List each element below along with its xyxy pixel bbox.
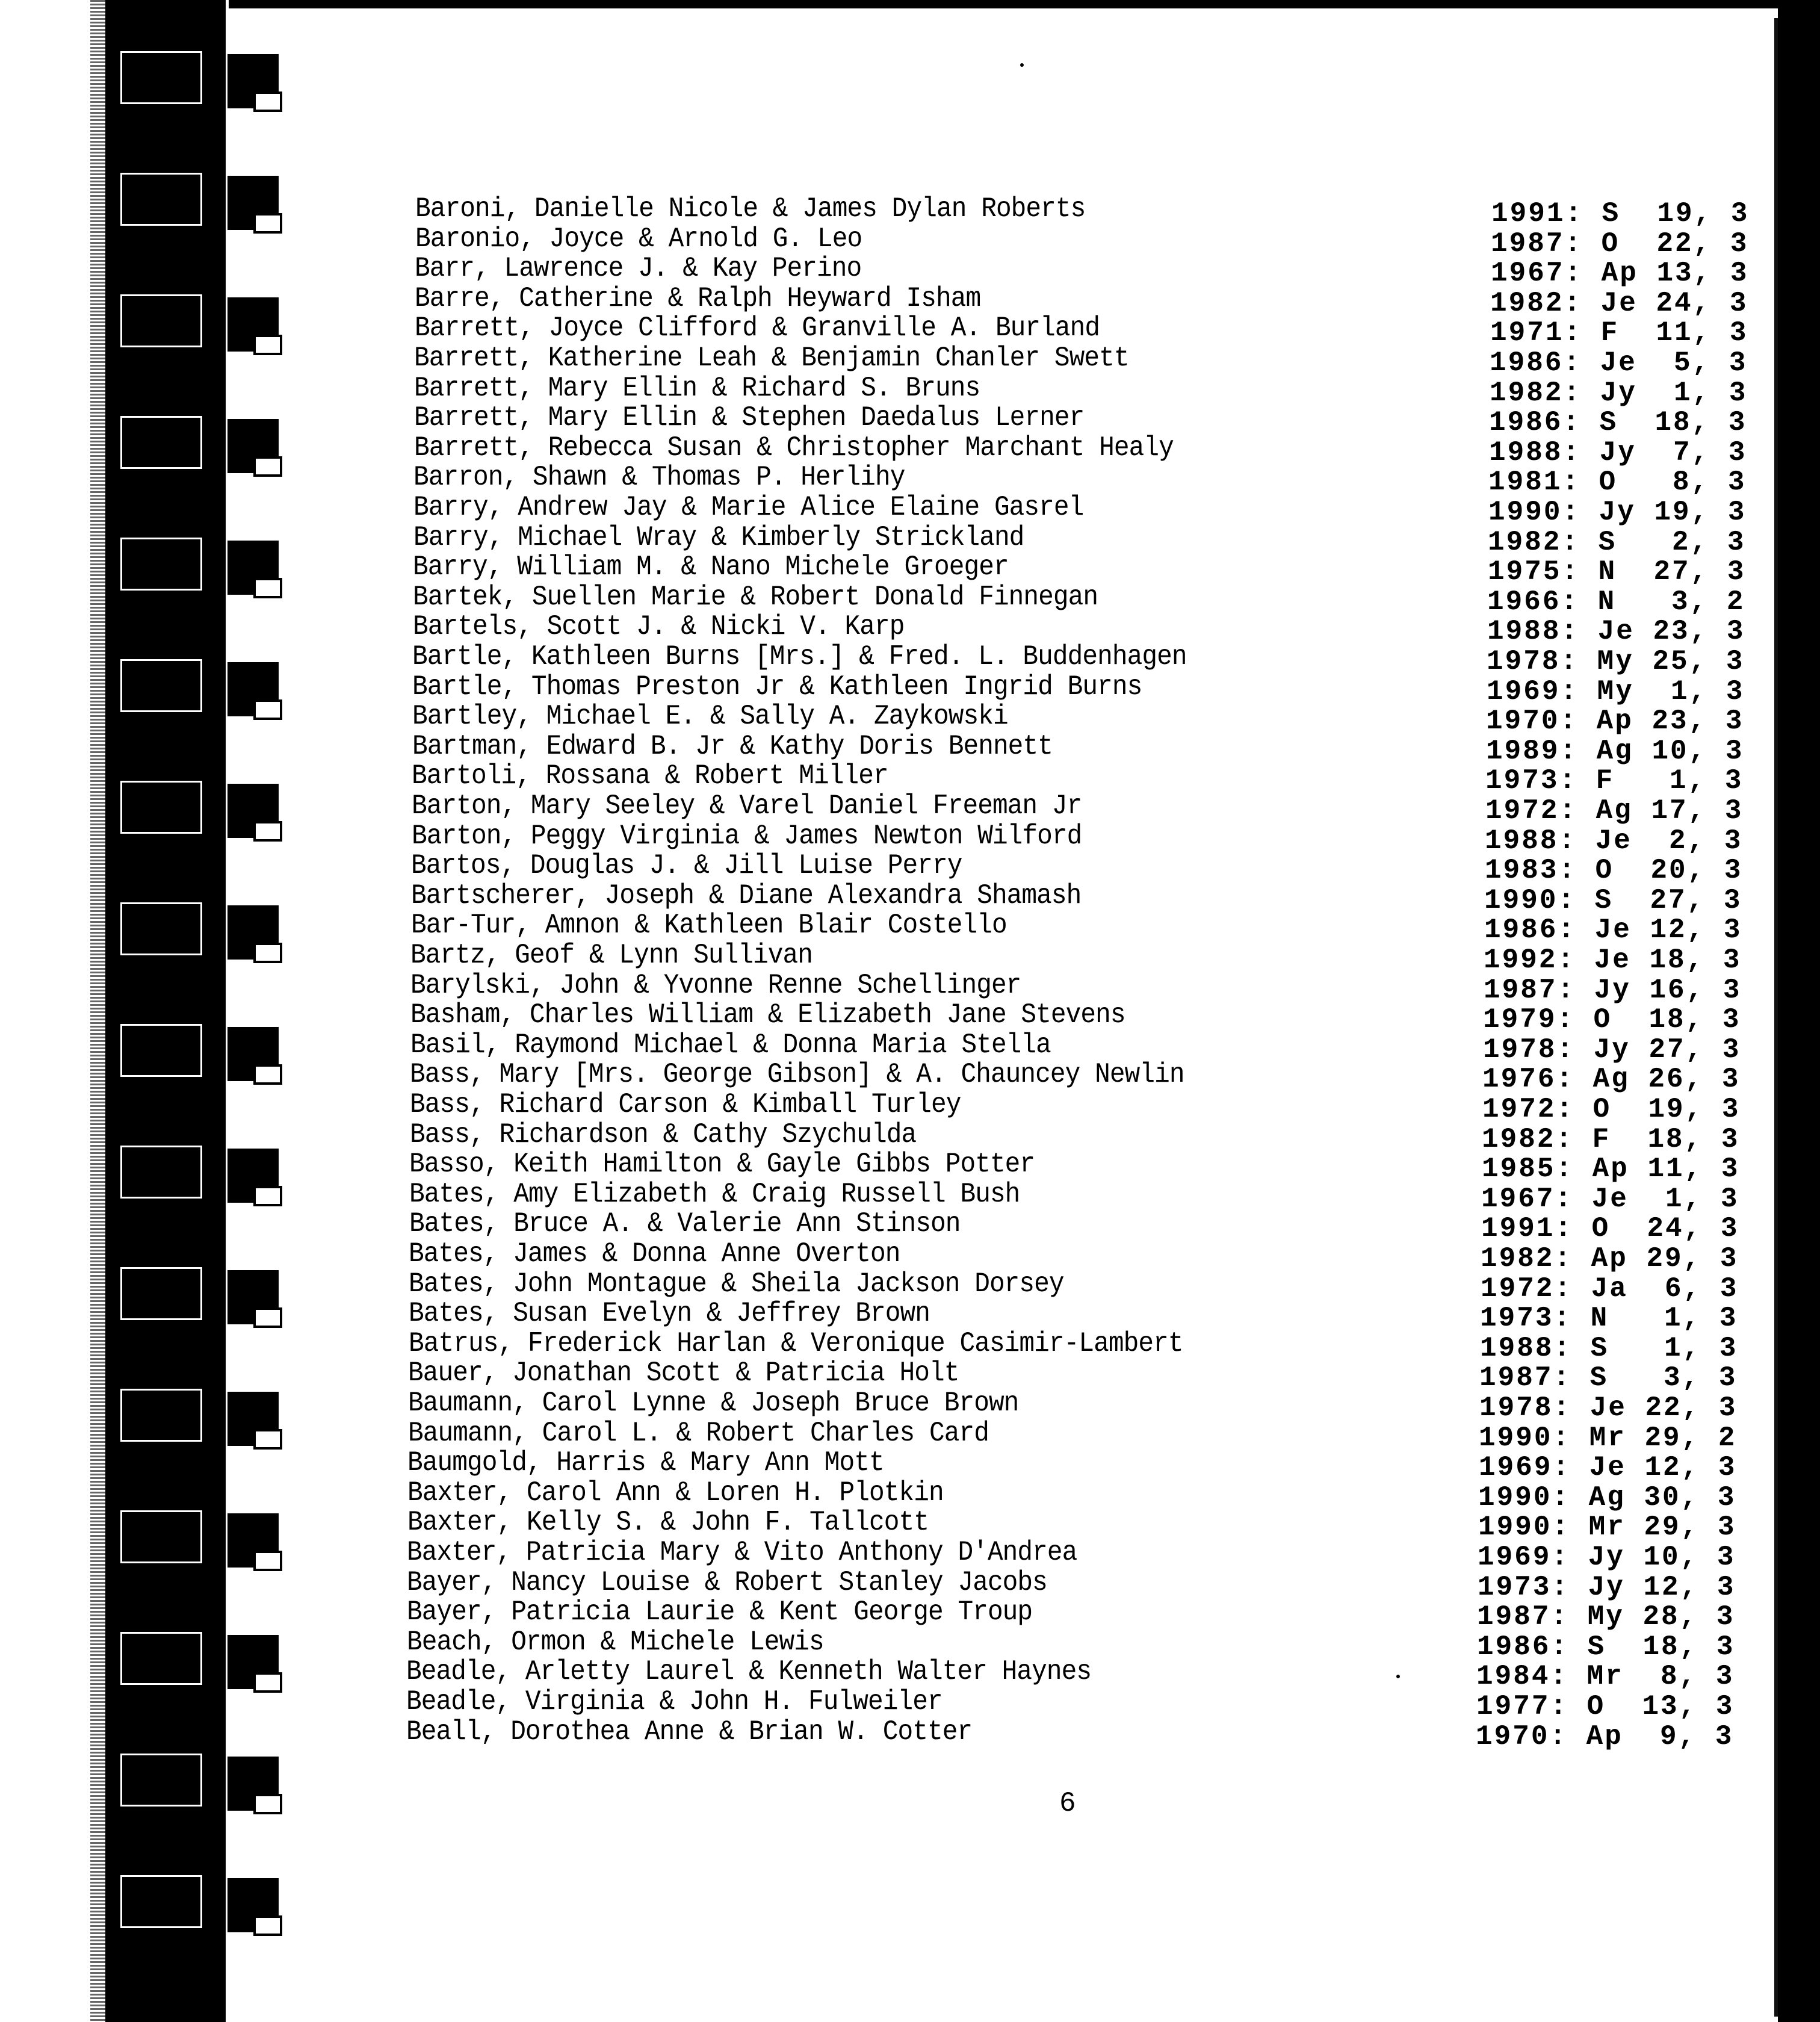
entry-date: 1977: O 13, 3 <box>1476 1691 1735 1722</box>
entry-names: Bates, James & Donna Anne Overton <box>409 1238 900 1270</box>
binding-coil-tab <box>228 1757 279 1811</box>
scan-speck <box>1396 1675 1400 1678</box>
entry-date: 1972: O 19, 3 <box>1482 1094 1741 1125</box>
entry-date: 1986: Je 5, 3 <box>1490 347 1748 379</box>
entry-names: Bartscherer, Joseph & Diane Alexandra Shamash <box>411 880 1082 911</box>
binding-coil <box>120 1510 202 1563</box>
entry-names: Baxter, Carol Ann & Loren H. Plotkin <box>407 1477 944 1509</box>
binding-coil <box>120 1875 202 1928</box>
entry-date: 1981: O 8, 3 <box>1488 467 1747 498</box>
scan-border-top <box>229 0 1820 8</box>
entry-names: Barton, Mary Seeley & Varel Daniel Freeman Jr <box>412 790 1082 822</box>
binding-coil <box>120 538 202 591</box>
entry-date: 1982: Je 24, 3 <box>1490 288 1748 319</box>
entry-date: 1986: Je 12, 3 <box>1484 914 1742 946</box>
entry-date: 1990: S 27, 3 <box>1484 885 1742 916</box>
entry-names: Bartman, Edward B. Jr & Kathy Doris Bennett <box>412 731 1053 762</box>
entry-date: 1991: S 19, 3 <box>1491 198 1750 229</box>
binding-coil <box>120 781 202 834</box>
entry-date: 1966: N 3, 2 <box>1487 586 1745 618</box>
entry-names: Bass, Mary [Mrs. George Gibson] & A. Chauncey Newlin <box>410 1059 1184 1090</box>
entry-names: Basham, Charles William & Elizabeth Jane Stevens <box>410 999 1125 1031</box>
entry-names: Barrett, Rebecca Susan & Christopher Marchant Healy <box>414 432 1174 464</box>
entry-names: Barton, Peggy Virginia & James Newton Wilford <box>412 820 1082 852</box>
entry-names: Bartle, Kathleen Burns [Mrs.] & Fred. L. Buddenhagen <box>412 641 1187 672</box>
binding-coil <box>120 51 202 104</box>
entry-names: Bayer, Patricia Laurie & Kent George Troup <box>407 1596 1033 1628</box>
entry-date: 1978: My 25, 3 <box>1487 646 1745 677</box>
entry-names: Barylski, John & Yvonne Renne Schellinger <box>410 970 1021 1001</box>
binding-coil-tab <box>228 541 279 595</box>
entry-names: Bates, John Montague & Sheila Jackson Dorsey <box>409 1268 1064 1300</box>
entry-date: 1987: My 28, 3 <box>1477 1601 1735 1633</box>
binding-coil-tab <box>228 784 279 838</box>
entry-names: Baronio, Joyce & Arnold G. Leo <box>415 223 862 255</box>
binding-coil-tab <box>228 54 279 108</box>
binding-coil <box>120 1146 202 1199</box>
entry-date: 1987: O 22, 3 <box>1491 228 1749 259</box>
entry-names: Beall, Dorothea Anne & Brian W. Cotter <box>406 1716 973 1748</box>
scan-speck <box>1020 63 1024 67</box>
binding-coil <box>120 294 202 347</box>
binding-coil-tab <box>228 1392 279 1446</box>
entry-names: Bates, Susan Evelyn & Jeffrey Brown <box>409 1298 930 1329</box>
entry-names: Bartels, Scott J. & Nicki V. Karp <box>413 611 905 642</box>
entry-date: 1983: O 20, 3 <box>1485 855 1743 886</box>
entry-names: Barron, Shawn & Thomas P. Herlihy <box>413 462 905 493</box>
entry-names: Basil, Raymond Michael & Donna Maria Stella <box>410 1029 1051 1061</box>
entry-names: Barrett, Joyce Clifford & Granville A. Burland <box>415 312 1100 344</box>
entry-date: 1972: Ag 17, 3 <box>1485 795 1744 826</box>
binding-coil <box>120 416 202 469</box>
entry-date: 1978: Je 22, 3 <box>1479 1392 1738 1424</box>
entry-date: 1990: Mr 29, 3 <box>1478 1512 1736 1543</box>
entry-date: 1972: Ja 6, 3 <box>1481 1273 1739 1304</box>
entry-names: Barrett, Katherine Leah & Benjamin Chanler Swett <box>414 343 1129 374</box>
binding-coil <box>120 1267 202 1320</box>
binding-coil <box>120 659 202 712</box>
entry-date: 1987: S 3, 3 <box>1479 1362 1738 1394</box>
entry-date: 1982: S 2, 3 <box>1488 527 1746 558</box>
entry-date: 1973: N 1, 3 <box>1480 1303 1738 1334</box>
binding-coil <box>120 1389 202 1442</box>
binding-coil-tab <box>228 1027 279 1081</box>
entry-names: Bartoli, Rossana & Robert Miller <box>412 760 888 792</box>
binding-coil <box>120 1024 202 1077</box>
binding-coil-tab <box>228 1270 279 1324</box>
entry-names: Batrus, Frederick Harlan & Veronique Casimir-Lambert <box>409 1328 1183 1359</box>
binding-coil <box>120 173 202 226</box>
entry-date: 1976: Ag 26, 3 <box>1482 1064 1741 1095</box>
entry-names: Barre, Catherine & Ralph Heyward Isham <box>415 283 981 314</box>
entry-date: 1969: My 1, 3 <box>1487 676 1745 707</box>
entry-date: 1990: Jy 19, 3 <box>1488 497 1747 528</box>
binding-coil-tab <box>228 297 279 352</box>
entry-date: 1982: Ap 29, 3 <box>1481 1243 1739 1274</box>
entry-date: 1975: N 27, 3 <box>1488 556 1746 588</box>
page-number: 6 <box>1059 1788 1076 1819</box>
binding-coil-tab <box>228 176 279 230</box>
entry-date: 1973: F 1, 3 <box>1485 765 1744 796</box>
page-edge <box>1762 18 1778 2017</box>
entry-names: Barrett, Mary Ellin & Richard S. Bruns <box>414 373 980 404</box>
entry-names: Barr, Lawrence J. & Kay Perino <box>415 253 862 284</box>
entry-date: 1982: Jy 1, 3 <box>1490 377 1748 409</box>
binding-coil-tab <box>228 1149 279 1203</box>
entry-date: 1984: Mr 8, 3 <box>1476 1661 1735 1692</box>
binding-coil-tab <box>228 1513 279 1568</box>
entry-names: Bartz, Geof & Lynn Sullivan <box>410 940 813 971</box>
entry-date: 1970: Ap 23, 3 <box>1486 706 1744 737</box>
entry-names: Barry, Michael Wray & Kimberly Strickland <box>413 522 1024 553</box>
binding-coil-tab <box>228 419 279 473</box>
entry-date: 1967: Ap 13, 3 <box>1491 258 1749 289</box>
entry-date: 1967: Je 1, 3 <box>1481 1183 1739 1215</box>
entry-names: Barrett, Mary Ellin & Stephen Daedalus Lerner <box>414 402 1085 433</box>
entry-names: Bar-Tur, Amnon & Kathleen Blair Costello <box>411 910 1007 941</box>
entry-date: 1978: Jy 27, 3 <box>1483 1034 1741 1065</box>
binding-coil-tab <box>228 662 279 716</box>
entry-names: Bass, Richard Carson & Kimball Turley <box>410 1089 961 1120</box>
entry-names: Bass, Richardson & Cathy Szychulda <box>410 1119 917 1150</box>
scan-border-right <box>1778 0 1820 2022</box>
entry-names: Bartley, Michael E. & Sally A. Zaykowski <box>412 701 1008 732</box>
entry-date: 1973: Jy 12, 3 <box>1478 1572 1736 1603</box>
entry-names: Bartek, Suellen Marie & Robert Donald Finnegan <box>413 581 1098 613</box>
entry-names: Bates, Amy Elizabeth & Craig Russell Bush <box>409 1179 1020 1210</box>
binding-coil <box>120 1632 202 1685</box>
entry-names: Barry, Andrew Jay & Marie Alice Elaine Gasrel <box>413 492 1084 523</box>
entry-names: Baumann, Carol L. & Robert Charles Card <box>408 1418 989 1449</box>
entry-date: 1988: S 1, 3 <box>1480 1333 1738 1364</box>
binding-coil-tab <box>228 905 279 960</box>
entry-date: 1982: F 18, 3 <box>1482 1124 1740 1155</box>
entry-date: 1987: Jy 16, 3 <box>1484 975 1742 1006</box>
entry-names: Bates, Bruce A. & Valerie Ann Stinson <box>409 1208 961 1239</box>
binding-coil <box>120 902 202 955</box>
entry-names: Beach, Ormon & Michele Lewis <box>407 1627 824 1658</box>
entry-date: 1969: Jy 10, 3 <box>1478 1542 1736 1573</box>
entry-names: Bartos, Douglas J. & Jill Luise Perry <box>411 850 962 881</box>
entry-date: 1979: O 18, 3 <box>1483 1004 1741 1035</box>
entry-date: 1986: S 18, 3 <box>1489 407 1747 438</box>
entry-names: Baxter, Kelly S. & John F. Tallcott <box>407 1507 929 1538</box>
entry-date: 1986: S 18, 3 <box>1477 1631 1735 1663</box>
entry-date: 1970: Ap 9, 3 <box>1476 1721 1734 1752</box>
entry-names: Bartle, Thomas Preston Jr & Kathleen Ingrid Burns <box>412 671 1142 702</box>
spiral-binding <box>0 0 229 2022</box>
entry-names: Baroni, Danielle Nicole & James Dylan Roberts <box>415 193 1086 225</box>
entry-date: 1988: Je 2, 3 <box>1485 825 1743 857</box>
entry-date: 1989: Ag 10, 3 <box>1486 736 1744 767</box>
entry-names: Baumgold, Harris & Mary Ann Mott <box>407 1447 884 1478</box>
entry-names: Bauer, Jonathan Scott & Patricia Holt <box>408 1357 959 1389</box>
entry-date: 1969: Je 12, 3 <box>1479 1452 1737 1483</box>
entry-date: 1988: Jy 7, 3 <box>1489 437 1747 468</box>
binding-coil <box>120 1754 202 1806</box>
entry-names: Beadle, Arletty Laurel & Kenneth Walter Haynes <box>406 1656 1092 1687</box>
binding-coil-tab <box>228 1635 279 1689</box>
entry-names: Bayer, Nancy Louise & Robert Stanley Jacobs <box>407 1567 1047 1598</box>
entry-date: 1991: O 24, 3 <box>1481 1213 1739 1244</box>
entry-date: 1985: Ap 11, 3 <box>1482 1153 1740 1185</box>
entry-names: Beadle, Virginia & John H. Fulweiler <box>406 1686 942 1717</box>
entry-date: 1971: F 11, 3 <box>1490 317 1748 349</box>
entry-date: 1990: Mr 29, 2 <box>1479 1422 1737 1454</box>
entry-date: 1990: Ag 30, 3 <box>1478 1482 1736 1513</box>
entry-names: Baumann, Carol Lynne & Joseph Bruce Brown <box>408 1388 1019 1419</box>
entry-date: 1988: Je 23, 3 <box>1487 616 1745 647</box>
binding-coil-tab <box>228 1878 279 1932</box>
entry-names: Basso, Keith Hamilton & Gayle Gibbs Potter <box>409 1149 1035 1180</box>
entry-names: Barry, William M. & Nano Michele Groeger <box>413 551 1009 583</box>
entry-names: Baxter, Patricia Mary & Vito Anthony D'Andrea <box>407 1537 1077 1568</box>
entry-date: 1992: Je 18, 3 <box>1484 944 1742 976</box>
